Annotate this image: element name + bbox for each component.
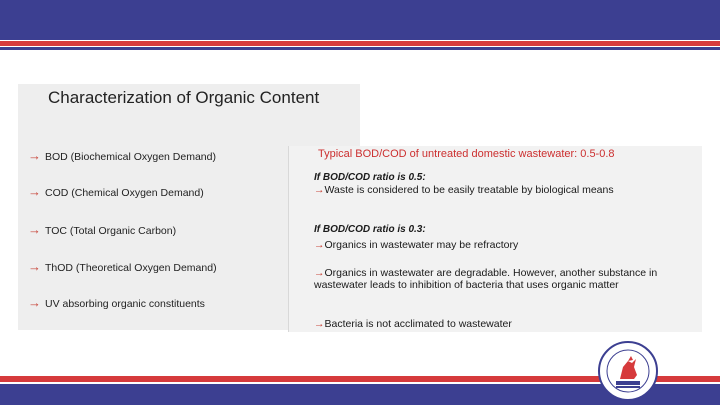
right-arrow-icon: → <box>28 295 41 310</box>
ratio-condition-03: If BOD/COD ratio is 0.3: <box>314 224 426 235</box>
header-red-stripe <box>0 41 720 46</box>
university-seal-logo <box>598 341 658 401</box>
right-arrow-icon: → <box>28 148 41 163</box>
right-arrow-icon: → <box>314 239 325 251</box>
right-arrow-icon: → <box>28 259 41 274</box>
slide-title: Characterization of Organic Content <box>48 88 320 107</box>
ratio-text: Organics in wastewater are degradable. However, another substance in wastewater leads to inhibition of bacteria that uses organic matter <box>314 267 658 291</box>
bullet-toc <box>28 222 176 237</box>
ratio-text: Bacteria is not acclimated to wastewater <box>324 318 512 330</box>
bullet-bod <box>28 148 216 163</box>
header-band <box>0 0 720 40</box>
ratio-text-inhibition <box>314 267 674 291</box>
bullet-text: UV absorbing organic constituents <box>45 298 205 310</box>
bod-cod-ratio-panel <box>288 146 702 332</box>
ratio-condition-05: If BOD/COD ratio is 0.5: <box>314 172 426 183</box>
ratio-text-05 <box>314 184 674 196</box>
ratio-text-refractory <box>314 239 674 251</box>
typical-ratio-text: Typical BOD/COD of untreated domestic wastewater: 0.5-0.8 <box>318 148 615 160</box>
header-blue-stripe <box>0 47 720 50</box>
panel-divider <box>288 146 289 332</box>
bullet-text: ThOD (Theoretical Oxygen Demand) <box>45 262 217 274</box>
bullet-uv <box>28 295 205 310</box>
right-arrow-icon: → <box>314 184 325 196</box>
bullet-text: BOD (Biochemical Oxygen Demand) <box>45 151 216 163</box>
right-arrow-icon: → <box>314 267 325 279</box>
right-arrow-icon: → <box>28 222 41 237</box>
ratio-text: Organics in wastewater may be refractory <box>324 239 519 251</box>
right-arrow-icon: → <box>28 184 41 199</box>
bullet-text: TOC (Total Organic Carbon) <box>45 225 177 237</box>
right-arrow-icon: → <box>314 318 325 330</box>
ratio-text: Waste is considered to be easily treatable by biological means <box>324 184 614 196</box>
ratio-text-acclimated <box>314 318 674 330</box>
bullet-text: COD (Chemical Oxygen Demand) <box>45 187 204 199</box>
bullet-thod <box>28 259 217 274</box>
bullet-cod <box>28 184 204 199</box>
